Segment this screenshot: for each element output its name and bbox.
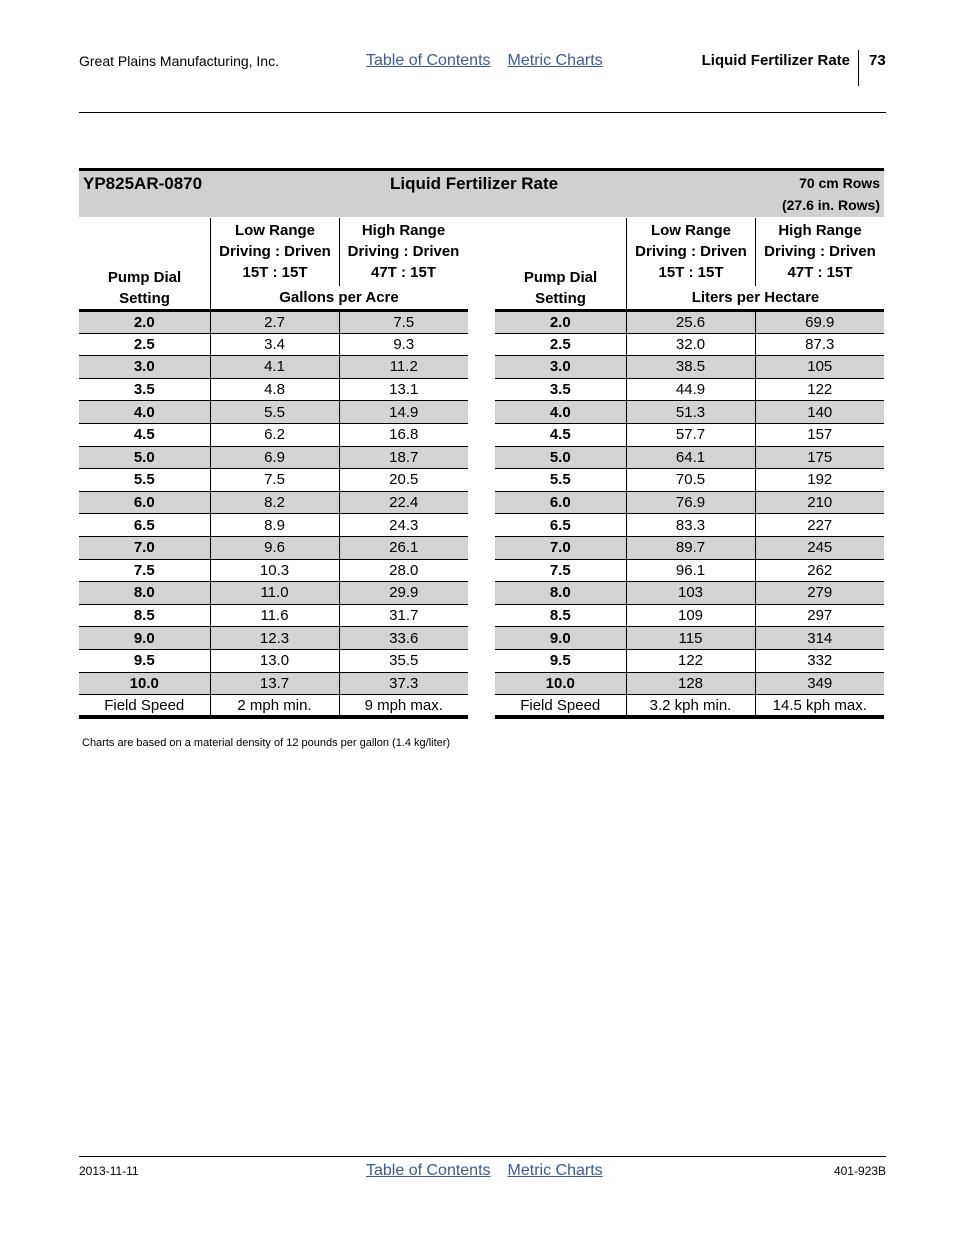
- header-rule: [79, 112, 886, 113]
- l-high-cell: 140: [755, 401, 884, 424]
- driving-driven-label: Driving : Driven: [764, 243, 876, 260]
- gal-dial-cell: 2.0: [79, 311, 210, 334]
- row-spacing-imperial: (27.6 in. Rows): [781, 197, 880, 213]
- footer-date: 2013-11-11: [79, 1164, 139, 1178]
- l-low-cell: 64.1: [626, 446, 755, 469]
- field-speed-row: [79, 695, 468, 718]
- gal-high-cell: 31.7: [339, 604, 468, 627]
- table-row: [495, 491, 884, 514]
- l-high-cell: 262: [755, 559, 884, 582]
- gal-high-cell: 24.3: [339, 514, 468, 537]
- l-dial-cell: 3.0: [495, 356, 626, 379]
- gal-high-cell: 37.3: [339, 672, 468, 695]
- l-dial-cell: 8.0: [495, 582, 626, 605]
- table-title: Liquid Fertilizer Rate: [390, 174, 559, 193]
- gal-dial-cell: 3.5: [79, 378, 210, 401]
- gal-high-cell: 11.2: [339, 356, 468, 379]
- l-low-cell: 76.9: [626, 491, 755, 514]
- table-row: [79, 627, 468, 650]
- l-low-cell: 44.9: [626, 378, 755, 401]
- gal-dial-cell: 3.0: [79, 356, 210, 379]
- l-dial-cell: 7.0: [495, 536, 626, 559]
- l-low-cell: 70.5: [626, 469, 755, 492]
- l-low-cell: 38.5: [626, 356, 755, 379]
- gal-high-cell: 9.3: [339, 333, 468, 356]
- table-of-contents-link[interactable]: Table of Contents: [366, 1162, 491, 1179]
- table-row: [495, 514, 884, 537]
- gal-dial-cell: 9.5: [79, 649, 210, 672]
- setting-label: Setting: [119, 290, 170, 307]
- gal-low-cell: 4.8: [210, 378, 339, 401]
- l-dial-cell: 9.0: [495, 627, 626, 650]
- table-row: [495, 672, 884, 695]
- gal-high-cell: 20.5: [339, 469, 468, 492]
- gal-high-range-header: [340, 220, 467, 283]
- gal-low-cell: 6.9: [210, 446, 339, 469]
- gal-low-cell: 11.0: [210, 582, 339, 605]
- l-high-cell: 122: [755, 378, 884, 401]
- low-range-label: Low Range: [650, 222, 731, 239]
- l-low-cell: 128: [626, 672, 755, 695]
- l-dial-cell: 4.5: [495, 423, 626, 446]
- row-spacing-metric: 70 cm Rows: [799, 175, 880, 191]
- gal-high-cell: 13.1: [339, 378, 468, 401]
- gal-high-cell: 7.5: [339, 311, 468, 334]
- gal-low-cell: 7.5: [210, 469, 339, 492]
- l-low-cell: 51.3: [626, 401, 755, 424]
- l-high-cell: 105: [755, 356, 884, 379]
- header-links: [366, 52, 603, 70]
- driving-driven-label: Driving : Driven: [635, 243, 747, 260]
- l-low-cell: 115: [626, 627, 755, 650]
- l-dial-cell: 6.5: [495, 514, 626, 537]
- gal-high-cell: 35.5: [339, 649, 468, 672]
- table-row: [79, 559, 468, 582]
- table-row: [79, 536, 468, 559]
- driving-driven-label: Driving : Driven: [219, 243, 331, 260]
- gal-pump-dial-header: [79, 267, 210, 309]
- table-row: [495, 401, 884, 424]
- l-low-cell: 57.7: [626, 423, 755, 446]
- table-row: [79, 356, 468, 379]
- gal-low-cell: 11.6: [210, 604, 339, 627]
- field-speed-value: 9 mph max.: [339, 695, 468, 718]
- l-high-cell: 227: [755, 514, 884, 537]
- table-row: [79, 401, 468, 424]
- table-row: [79, 333, 468, 356]
- pump-dial-label: Pump Dial: [523, 269, 598, 286]
- gal-low-cell: 5.5: [210, 401, 339, 424]
- l-low-cell: 103: [626, 582, 755, 605]
- table-row: [79, 649, 468, 672]
- model-number: YP825AR-0870: [83, 174, 203, 193]
- l-dial-cell: 5.0: [495, 446, 626, 469]
- field-speed-value: 3.2 kph min.: [626, 695, 755, 718]
- l-low-cell: 25.6: [626, 311, 755, 334]
- l-dial-cell: 7.5: [495, 559, 626, 582]
- gal-dial-cell: 2.5: [79, 333, 210, 356]
- gal-low-cell: 6.2: [210, 423, 339, 446]
- table-row: [79, 604, 468, 627]
- gal-low-cell: 2.7: [210, 311, 339, 334]
- gal-low-cell: 13.0: [210, 649, 339, 672]
- high-ratio-label: 47T : 15T: [370, 264, 437, 281]
- gal-high-cell: 18.7: [339, 446, 468, 469]
- table-row: [495, 649, 884, 672]
- liters-per-hectare-table: [495, 309, 884, 719]
- l-dial-cell: 3.5: [495, 378, 626, 401]
- field-speed-label: Field Speed: [79, 695, 210, 718]
- table-row: [79, 446, 468, 469]
- table-row: [495, 469, 884, 492]
- gal-high-cell: 22.4: [339, 491, 468, 514]
- document-number: 401-923B: [833, 1164, 886, 1178]
- footer-links: [366, 1162, 603, 1180]
- low-range-label: Low Range: [234, 222, 315, 239]
- high-range-label: High Range: [361, 222, 446, 239]
- table-row: [495, 582, 884, 605]
- table-row: [495, 423, 884, 446]
- gal-dial-cell: 8.0: [79, 582, 210, 605]
- l-high-cell: 245: [755, 536, 884, 559]
- table-row: [79, 469, 468, 492]
- l-high-cell: 279: [755, 582, 884, 605]
- l-high-cell: 210: [755, 491, 884, 514]
- gallons-unit-header: Gallons per Acre: [279, 289, 399, 306]
- l-high-cell: 87.3: [755, 333, 884, 356]
- l-dial-cell: 10.0: [495, 672, 626, 695]
- low-ratio-label: 15T : 15T: [242, 264, 308, 281]
- gal-low-cell: 4.1: [210, 356, 339, 379]
- table-row: [79, 582, 468, 605]
- table-row: [79, 491, 468, 514]
- table-row: [495, 311, 884, 334]
- gal-low-range-header: [211, 220, 339, 283]
- table-of-contents-link[interactable]: Table of Contents: [366, 52, 491, 69]
- field-speed-label: Field Speed: [495, 695, 626, 718]
- metric-charts-link[interactable]: Metric Charts: [507, 1162, 603, 1179]
- company-name: Great Plains Manufacturing, Inc.: [79, 53, 279, 69]
- field-speed-value: 14.5 kph max.: [755, 695, 884, 718]
- table-row: [495, 627, 884, 650]
- header-divider: [858, 50, 859, 86]
- table-row: [79, 311, 468, 334]
- gal-low-cell: 10.3: [210, 559, 339, 582]
- gal-dial-cell: 8.5: [79, 604, 210, 627]
- l-high-cell: 157: [755, 423, 884, 446]
- l-low-cell: 122: [626, 649, 755, 672]
- table-row: [79, 378, 468, 401]
- gal-dial-cell: 5.0: [79, 446, 210, 469]
- l-dial-cell: 5.5: [495, 469, 626, 492]
- gal-high-cell: 29.9: [339, 582, 468, 605]
- gal-low-cell: 8.9: [210, 514, 339, 537]
- l-high-cell: 297: [755, 604, 884, 627]
- table-row: [495, 559, 884, 582]
- low-ratio-label: 15T : 15T: [658, 264, 724, 281]
- gal-dial-cell: 7.5: [79, 559, 210, 582]
- page-number: 73: [869, 52, 886, 69]
- l-low-cell: 109: [626, 604, 755, 627]
- gal-low-cell: 8.2: [210, 491, 339, 514]
- pump-dial-label: Pump Dial: [107, 269, 182, 286]
- gal-high-cell: 14.9: [339, 401, 468, 424]
- l-low-range-header: [627, 220, 755, 283]
- l-low-cell: 32.0: [626, 333, 755, 356]
- l-dial-cell: 4.0: [495, 401, 626, 424]
- gal-dial-cell: 6.5: [79, 514, 210, 537]
- l-dial-cell: 9.5: [495, 649, 626, 672]
- field-speed-row: [495, 695, 884, 718]
- l-pump-dial-header: [495, 267, 626, 309]
- row-spacing: [782, 172, 880, 216]
- section-title: Liquid Fertilizer Rate: [701, 52, 850, 69]
- table-row: [495, 604, 884, 627]
- table-title-bar: [79, 168, 884, 217]
- l-low-cell: 96.1: [626, 559, 755, 582]
- gal-high-cell: 26.1: [339, 536, 468, 559]
- gal-low-cell: 9.6: [210, 536, 339, 559]
- footer-rule: [79, 1156, 886, 1157]
- l-low-cell: 89.7: [626, 536, 755, 559]
- l-high-range-header: [756, 220, 884, 283]
- l-dial-cell: 2.5: [495, 333, 626, 356]
- high-range-label: High Range: [778, 222, 862, 239]
- gallons-per-acre-table: [79, 309, 468, 719]
- gal-dial-cell: 5.5: [79, 469, 210, 492]
- l-high-cell: 314: [755, 627, 884, 650]
- gal-dial-cell: 6.0: [79, 491, 210, 514]
- table-row: [79, 423, 468, 446]
- l-low-cell: 83.3: [626, 514, 755, 537]
- liters-unit-header: Liters per Hectare: [691, 289, 820, 306]
- high-ratio-label: 47T : 15T: [787, 264, 853, 281]
- gal-high-cell: 28.0: [339, 559, 468, 582]
- l-high-cell: 69.9: [755, 311, 884, 334]
- gal-low-cell: 13.7: [210, 672, 339, 695]
- gal-dial-cell: 4.0: [79, 401, 210, 424]
- table-row: [79, 672, 468, 695]
- gal-dial-cell: 7.0: [79, 536, 210, 559]
- l-high-cell: 332: [755, 649, 884, 672]
- table-row: [495, 333, 884, 356]
- setting-label: Setting: [535, 290, 586, 307]
- l-high-cell: 175: [755, 446, 884, 469]
- gal-high-cell: 33.6: [339, 627, 468, 650]
- driving-driven-label: Driving : Driven: [347, 243, 460, 260]
- table-row: [495, 446, 884, 469]
- density-note: Charts are based on a material density of 12 pounds per gallon (1.4 kg/liter): [82, 737, 451, 749]
- l-high-cell: 192: [755, 469, 884, 492]
- table-row: [495, 536, 884, 559]
- l-dial-cell: 8.5: [495, 604, 626, 627]
- gal-dial-cell: 4.5: [79, 423, 210, 446]
- table-row: [79, 514, 468, 537]
- l-dial-cell: 2.0: [495, 311, 626, 334]
- metric-charts-link[interactable]: Metric Charts: [507, 52, 603, 69]
- gal-low-cell: 3.4: [210, 333, 339, 356]
- l-high-cell: 349: [755, 672, 884, 695]
- table-row: [495, 356, 884, 379]
- field-speed-value: 2 mph min.: [210, 695, 339, 718]
- gal-high-cell: 16.8: [339, 423, 468, 446]
- gal-dial-cell: 10.0: [79, 672, 210, 695]
- table-row: [495, 378, 884, 401]
- l-dial-cell: 6.0: [495, 491, 626, 514]
- gal-low-cell: 12.3: [210, 627, 339, 650]
- gal-dial-cell: 9.0: [79, 627, 210, 650]
